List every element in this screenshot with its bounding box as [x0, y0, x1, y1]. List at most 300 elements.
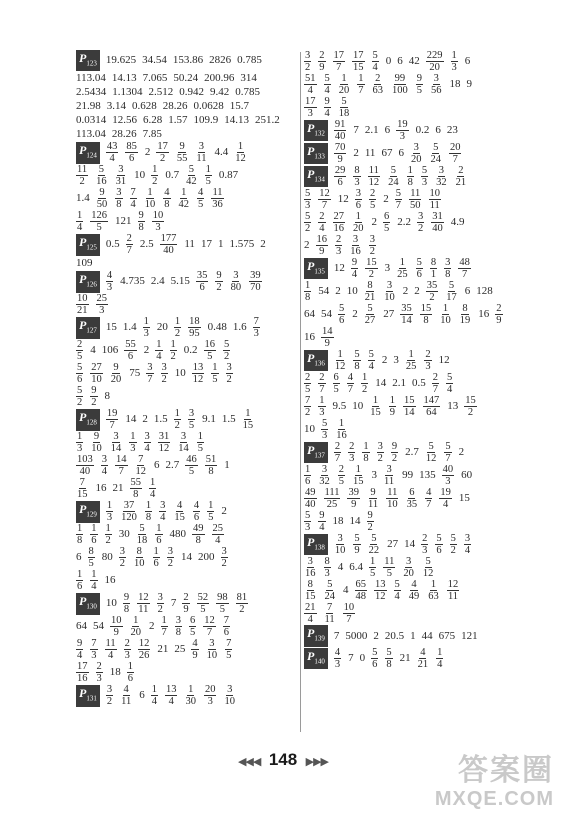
fraction-numerator: 3 — [377, 441, 383, 452]
answer-section — [304, 647, 544, 670]
fraction-answer — [318, 211, 325, 234]
numeric-answer: 1 — [410, 629, 416, 642]
fraction-denominator: 5 — [208, 512, 214, 524]
fraction-numerator: 1 — [77, 431, 83, 443]
numeric-answer: 2.512 — [148, 85, 174, 98]
fraction-denominator: 5 — [219, 604, 225, 616]
fraction-numerator: 5 — [354, 533, 360, 544]
fraction-answer — [435, 165, 448, 188]
fraction-answer — [206, 638, 219, 661]
fraction-numerator: 9 — [99, 187, 105, 199]
fraction-answer — [400, 303, 413, 326]
badge-page-number: 125 — [86, 243, 97, 252]
fraction-denominator: 4 — [168, 696, 174, 708]
badge-page-number: 133 — [314, 152, 325, 161]
fraction-numerator: 3 — [167, 546, 173, 558]
fraction-denominator: 4 — [437, 659, 443, 670]
fraction-numerator: 1 — [197, 431, 203, 443]
numeric-answer: 2 — [352, 308, 358, 320]
fraction-answer — [495, 303, 502, 326]
badge-page-number: 123 — [86, 59, 97, 68]
fraction-answer — [439, 303, 452, 326]
fraction-answer — [318, 50, 325, 73]
fraction-answer — [416, 73, 423, 96]
fraction-answer — [167, 546, 174, 569]
fraction-answer — [324, 73, 331, 96]
numeric-answer: 2.1 — [364, 124, 379, 136]
fraction-numerator: 37 — [123, 500, 135, 512]
fraction-answer — [76, 210, 83, 233]
numeric-answer: 60 — [461, 469, 473, 481]
fraction-answer — [76, 431, 83, 454]
fraction-numerator: 1 — [208, 500, 214, 512]
fraction-denominator: 7 — [126, 245, 132, 257]
fraction-denominator: 10 — [144, 199, 156, 211]
answer-row — [76, 256, 298, 270]
fraction-denominator: 30 — [185, 696, 196, 708]
answer-row — [304, 487, 544, 510]
fraction-denominator: 14 — [404, 407, 415, 418]
answer-row — [76, 71, 298, 85]
fraction-numerator: 1 — [130, 431, 136, 443]
numeric-answer: 675 — [438, 629, 456, 642]
fraction-answer — [156, 141, 169, 164]
fraction-denominator: 4 — [77, 222, 83, 234]
fraction-numerator: 5 — [139, 523, 145, 535]
fraction-denominator: 8 — [123, 604, 130, 616]
fraction-numerator: 3 — [355, 188, 361, 199]
fraction-numerator: 17 — [353, 50, 364, 61]
fraction-numerator: 10 — [77, 293, 88, 305]
fraction-numerator: 1 — [437, 647, 443, 658]
fraction-numerator: 3 — [337, 533, 343, 544]
fraction-numerator: 3 — [119, 546, 125, 558]
fraction-denominator: 4 — [107, 650, 114, 662]
fraction-numerator: 5 — [327, 579, 333, 590]
fraction-numerator: 2 — [338, 464, 344, 475]
fraction-answer — [124, 638, 131, 661]
numeric-answer: 20.5 — [384, 629, 405, 642]
answer-row — [76, 638, 298, 661]
fraction-answer — [429, 142, 442, 165]
fraction-denominator: 3 — [207, 696, 213, 708]
fraction-numerator: 9 — [324, 96, 330, 107]
fraction-denominator: 70 — [250, 282, 261, 294]
fraction-answer — [101, 454, 108, 477]
fraction-denominator: 3 — [155, 222, 161, 234]
fraction-denominator: 5 — [188, 420, 195, 432]
fraction-answer — [155, 523, 162, 546]
answer-row — [76, 546, 298, 569]
numeric-answer: 21.98 — [76, 99, 101, 112]
page-reference-badge — [76, 50, 100, 71]
fraction-denominator: 100 — [392, 85, 408, 96]
fraction-numerator: 103 — [77, 454, 93, 466]
answer-row — [304, 418, 544, 441]
fraction-answer — [369, 188, 376, 211]
fraction-numerator: 1 — [408, 349, 414, 360]
fraction-denominator: 16 — [96, 176, 107, 188]
fraction-numerator: 1 — [212, 362, 218, 374]
fraction-denominator: 10 — [334, 545, 346, 556]
numeric-answer: 25 — [174, 643, 186, 656]
fraction-answer — [204, 339, 217, 362]
fraction-answer — [444, 441, 451, 464]
fraction-numerator: 229 — [426, 50, 443, 61]
fraction-numerator: 35 — [196, 270, 208, 282]
fraction-answer — [442, 464, 455, 487]
fraction-numerator: 4 — [411, 579, 417, 590]
fraction-answer — [304, 188, 311, 211]
fraction-numerator: 1 — [358, 73, 364, 84]
fraction-denominator: 6 — [153, 558, 159, 570]
fraction-numerator: 1 — [150, 477, 156, 489]
page-reference-badge — [304, 258, 328, 279]
fraction-numerator: 8 — [367, 280, 373, 291]
fraction-answer — [223, 684, 236, 707]
fraction-numerator: 15 — [404, 395, 415, 406]
fraction-denominator: 32 — [436, 177, 447, 188]
fraction-numerator: 15 — [366, 257, 377, 268]
fraction-answer — [371, 647, 378, 670]
fraction-numerator: 85 — [126, 141, 137, 153]
fraction-numerator: 9 — [319, 510, 325, 521]
fraction-numerator: 9 — [351, 257, 358, 268]
numeric-answer: 17 — [200, 238, 212, 251]
fraction-answer — [151, 684, 158, 707]
fraction-denominator: 2 — [170, 351, 176, 363]
fraction-numerator: 1 — [399, 257, 405, 268]
fraction-answer — [170, 339, 177, 362]
fraction-numerator: 3 — [180, 431, 187, 443]
fraction-answer — [157, 592, 164, 615]
watermark-url: MXQE.COM — [434, 788, 554, 810]
fraction-answer — [367, 487, 379, 510]
fraction-answer — [334, 119, 347, 142]
fraction-numerator: 11 — [387, 487, 398, 498]
answer-row — [76, 127, 298, 141]
badge-page-number: 135 — [314, 267, 325, 276]
fraction-answer — [106, 500, 113, 523]
numeric-answer: 2 — [260, 238, 266, 251]
fraction-denominator: 4 — [319, 223, 325, 234]
fraction-answer — [333, 211, 346, 234]
fraction-answer — [174, 408, 181, 431]
fraction-numerator: 1 — [363, 441, 369, 452]
fraction-denominator: 4 — [324, 108, 330, 119]
fraction-denominator: 50 — [96, 199, 108, 211]
fraction-numerator: 2 — [305, 372, 311, 383]
fraction-answer — [151, 164, 158, 187]
fraction-answer — [110, 431, 123, 454]
fraction-answer — [106, 684, 113, 707]
fraction-numerator: 4 — [192, 638, 198, 650]
fraction-numerator: 11 — [384, 556, 395, 567]
fraction-answer — [165, 684, 178, 707]
fraction-answer — [368, 165, 381, 188]
fraction-numerator: 35 — [426, 280, 438, 291]
fraction-answer — [115, 454, 128, 477]
fraction-denominator: 6 — [355, 200, 361, 211]
fraction-numerator: 3 — [221, 546, 227, 558]
fraction-denominator: 14 — [178, 443, 189, 455]
fraction-denominator: 2 — [368, 269, 374, 280]
fraction-numerator: 4 — [193, 500, 200, 512]
fraction-denominator: 7 — [452, 154, 458, 165]
fraction-numerator: 1 — [174, 408, 180, 420]
badge-letter: P — [307, 143, 315, 158]
fraction-answer — [450, 533, 457, 556]
numeric-answer: 1.575 — [229, 238, 255, 251]
fraction-numerator: 13 — [375, 579, 386, 590]
fraction-answer — [391, 73, 409, 96]
fraction-numerator: 8 — [354, 165, 360, 176]
fraction-answer — [318, 395, 325, 418]
fraction-answer — [203, 615, 216, 638]
fraction-answer — [334, 165, 347, 188]
fraction-answer — [333, 50, 346, 73]
fraction-denominator: 4 — [307, 85, 313, 96]
fraction-numerator: 7 — [253, 316, 259, 328]
fraction-answer — [369, 556, 376, 579]
fraction-denominator: 3 — [99, 305, 105, 317]
fraction-numerator: 4 — [334, 647, 341, 658]
fraction-numerator: 1 — [370, 556, 376, 567]
numeric-answer: 314 — [240, 71, 257, 84]
fraction-denominator: 8 — [77, 535, 83, 547]
fraction-denominator: 4 — [442, 499, 449, 510]
numeric-answer: 75 — [129, 367, 141, 380]
answer-row — [76, 523, 298, 546]
fraction-numerator: 2 — [319, 211, 325, 222]
numeric-answer: 1.5 — [153, 413, 168, 426]
fraction-denominator: 4 — [319, 522, 325, 533]
fraction-numerator: 3 — [160, 500, 166, 512]
fraction-denominator: 12 — [135, 466, 146, 478]
fraction-denominator: 19 — [459, 315, 471, 326]
fraction-numerator: 39 — [250, 270, 261, 282]
fraction-denominator: 9 — [319, 62, 325, 73]
fraction-denominator: 7 — [395, 200, 401, 211]
badge-page-number: 136 — [314, 359, 325, 368]
numeric-answer: 2 — [373, 629, 379, 642]
numeric-answer: 2 — [414, 285, 420, 297]
fraction-numerator: 1 — [430, 579, 437, 590]
answer-row — [76, 477, 298, 500]
answer-section — [76, 316, 298, 408]
numeric-answer: 480 — [169, 528, 186, 541]
numeric-answer: 16 — [95, 482, 107, 495]
badge-page-number: 129 — [86, 510, 97, 519]
fraction-answer — [185, 164, 198, 187]
answer-section — [76, 684, 298, 707]
numeric-answer: 7.85 — [142, 127, 162, 140]
fraction-numerator: 2 — [422, 533, 428, 544]
fraction-denominator: 7 — [347, 384, 353, 395]
fraction-denominator: 18 — [338, 108, 350, 119]
fraction-numerator: 1 — [147, 187, 153, 199]
fraction-answer — [432, 372, 439, 395]
fraction-denominator: 40 — [79, 466, 91, 478]
fraction-numerator: 2 — [375, 73, 381, 84]
fraction-numerator: 7 — [223, 615, 229, 627]
fraction-answer — [396, 257, 409, 280]
fraction-denominator: 3 — [336, 246, 342, 257]
fraction-numerator: 1 — [127, 661, 133, 673]
fraction-denominator: 2 — [362, 384, 368, 395]
fraction-denominator: 16 — [333, 223, 344, 234]
fraction-denominator: 64 — [426, 407, 437, 418]
fraction-denominator: 11 — [447, 591, 459, 602]
answer-section — [304, 257, 544, 349]
fraction-answer — [230, 270, 243, 293]
fraction-denominator: 21 — [77, 305, 88, 317]
fraction-answer — [335, 234, 342, 257]
fraction-answer — [368, 533, 381, 556]
answer-row — [76, 615, 298, 638]
fraction-numerator: 1 — [407, 165, 413, 176]
fraction-answer — [90, 385, 97, 408]
fraction-denominator: 40 — [305, 499, 316, 510]
fraction-denominator: 12 — [422, 568, 434, 579]
fraction-denominator: 7 — [432, 384, 438, 395]
fraction-numerator: 3 — [209, 638, 215, 650]
fraction-numerator: 1 — [341, 73, 347, 84]
fraction-numerator: 5 — [447, 372, 453, 383]
fraction-answer — [425, 487, 432, 510]
answer-row — [76, 661, 298, 684]
numeric-answer: 2.2 — [397, 216, 411, 228]
fraction-answer — [385, 647, 392, 670]
fraction-denominator: 5 — [212, 374, 218, 386]
fraction-answer — [115, 164, 128, 187]
answer-row — [76, 99, 298, 113]
fraction-denominator: 17 — [446, 292, 457, 303]
fraction-numerator: 25 — [212, 523, 223, 535]
page-reference-badge — [304, 648, 328, 669]
page-reference-badge — [76, 501, 100, 522]
fraction-numerator: 6 — [333, 372, 339, 383]
fraction-numerator: 13 — [165, 684, 177, 696]
fraction-numerator: 91 — [334, 119, 346, 130]
fraction-numerator: 55 — [130, 477, 141, 489]
numeric-answer: 18 — [109, 666, 121, 679]
fraction-answer — [318, 510, 325, 533]
fraction-denominator: 12 — [425, 453, 437, 464]
fraction-numerator: 18 — [189, 316, 200, 328]
page-reference-badge — [76, 409, 100, 430]
numeric-answer: 4.735 — [120, 275, 145, 288]
fraction-answer — [343, 602, 356, 625]
fraction-denominator: 2 — [418, 223, 424, 234]
numeric-answer: 106 — [101, 344, 119, 357]
fraction-answer — [383, 280, 396, 303]
fraction-numerator: 3 — [321, 464, 328, 475]
numeric-answer: 2 — [304, 239, 310, 251]
numeric-answer: 28.26 — [111, 127, 137, 140]
fraction-denominator: 2 — [239, 604, 245, 616]
fraction-numerator: 1 — [245, 408, 251, 420]
answer-row — [76, 362, 298, 385]
fraction-numerator: 27 — [91, 362, 102, 374]
fraction-denominator: 2 — [305, 407, 311, 418]
fraction-numerator: 2 — [124, 638, 130, 650]
fraction-denominator: 3 — [91, 650, 97, 662]
fraction-numerator: 52 — [197, 592, 209, 604]
fraction-answer — [324, 487, 341, 510]
fraction-numerator: 5 — [77, 362, 83, 374]
fraction-denominator: 12 — [368, 177, 380, 188]
numeric-answer: 121 — [461, 629, 478, 642]
fraction-denominator: 4 — [151, 696, 157, 708]
fraction-numerator: 126 — [91, 210, 107, 222]
numeric-answer: 19.625 — [105, 54, 137, 67]
fraction-numerator: 11 — [105, 638, 116, 650]
fraction-numerator: 6 — [190, 615, 196, 627]
numeric-answer: 6 — [397, 55, 403, 67]
fraction-answer — [372, 73, 385, 96]
fraction-numerator: 1 — [319, 395, 325, 406]
numeric-answer: 12.56 — [112, 113, 137, 126]
fraction-answer — [76, 293, 89, 316]
badge-page-number: 127 — [86, 326, 97, 335]
fraction-denominator: 3 — [425, 361, 431, 372]
fraction-numerator: 9 — [123, 592, 130, 604]
fraction-numerator: 5 — [445, 441, 451, 452]
answer-row — [76, 233, 298, 256]
watermark-logo — [406, 754, 554, 810]
fraction-answer — [304, 487, 317, 510]
numeric-answer: 2 — [221, 505, 227, 518]
fraction-numerator: 1 — [143, 316, 149, 328]
fraction-answer — [408, 579, 421, 602]
fraction-numerator: 3 — [113, 431, 119, 443]
fraction-denominator: 10 — [134, 558, 145, 570]
answer-row — [304, 211, 544, 234]
fraction-answer — [383, 211, 390, 234]
fraction-answer — [383, 464, 395, 487]
fraction-answer — [368, 349, 375, 372]
answer-section — [304, 165, 544, 257]
numeric-answer: 2 — [458, 446, 465, 458]
numeric-answer: 10 — [105, 597, 117, 610]
fraction-answer — [459, 303, 472, 326]
fraction-numerator: 1 — [338, 418, 345, 429]
fraction-answer — [362, 441, 369, 464]
fraction-answer — [188, 408, 195, 431]
fraction-answer — [115, 187, 122, 210]
fraction-denominator: 5 — [197, 443, 203, 455]
answer-section — [76, 233, 298, 270]
numeric-answer: 18 — [449, 78, 461, 90]
answer-row — [76, 339, 298, 362]
numeric-answer: 0.2 — [415, 124, 430, 136]
fraction-denominator: 3 — [319, 407, 325, 418]
fraction-numerator: 2 — [319, 372, 325, 383]
numeric-answer: 2 — [143, 344, 150, 357]
fraction-answer — [191, 638, 198, 661]
fraction-denominator: 5 — [384, 223, 390, 234]
fraction-denominator: 8 — [195, 535, 201, 547]
numeric-answer: 0.942 — [179, 85, 204, 98]
fraction-numerator: 7 — [130, 187, 136, 199]
fraction-numerator: 4 — [426, 487, 432, 498]
fraction-numerator: 20 — [449, 142, 461, 153]
fraction-answer — [192, 523, 205, 546]
fraction-answer — [90, 362, 103, 385]
fraction-denominator: 2 — [377, 453, 383, 464]
fraction-denominator: 5 — [370, 200, 376, 211]
